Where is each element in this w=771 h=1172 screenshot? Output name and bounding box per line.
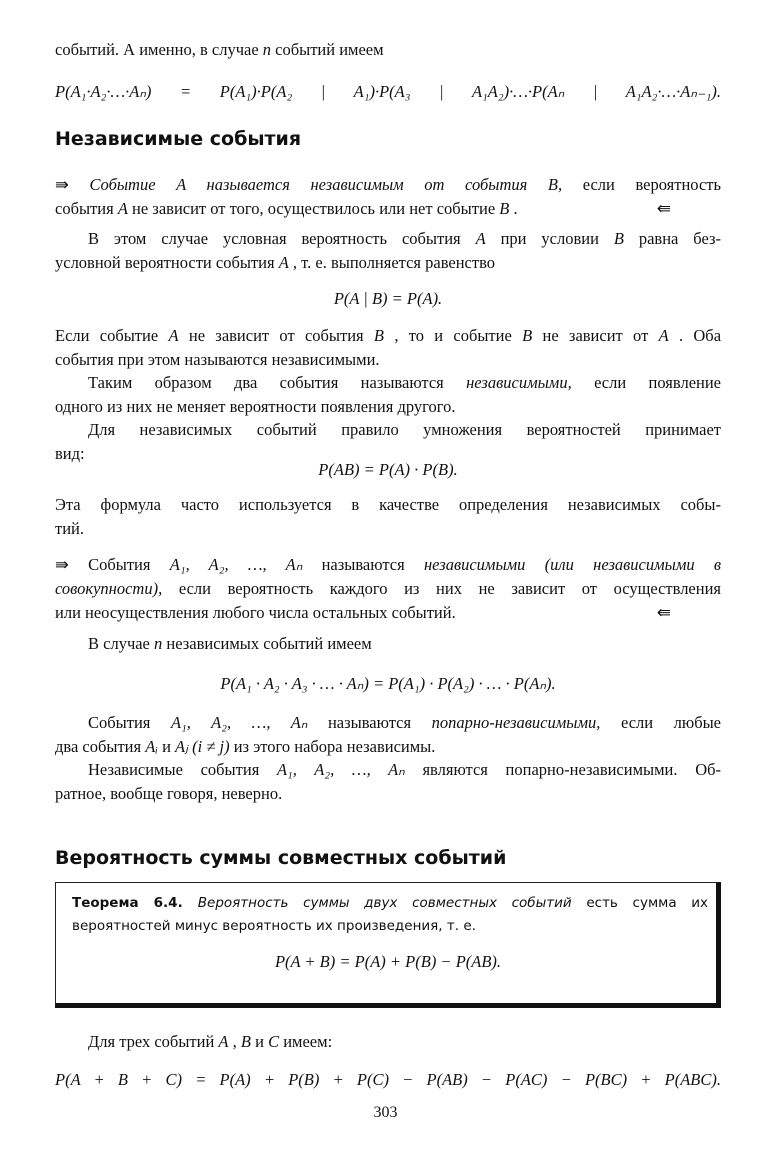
math-expression: A: [475, 229, 486, 248]
text-span: события при этом называются независимыми.: [55, 350, 380, 369]
math-expression: P(A + B + C) = P(A) + P(B) + P(C) − P(AB) − P(AC) − P(BC) + P(ABC).: [55, 1070, 721, 1089]
text-span: или неосуществления любого числа остальных событий.: [55, 603, 456, 622]
text-line: [55, 40, 721, 60]
text-span: Для независимых событий правило умножения вероятностей принимает: [88, 420, 721, 439]
theorem-label: Теорема 6.4.: [72, 895, 198, 911]
text-span: ,: [232, 1032, 241, 1051]
text-span: называются: [327, 713, 432, 732]
math-expression: B: [373, 326, 385, 345]
text-span: называются: [321, 555, 424, 574]
math-expression: Aᵢ: [145, 737, 158, 756]
text-line: [88, 229, 721, 249]
text-span: , т. е. выполняется равенство: [292, 253, 495, 272]
text-line: [72, 916, 708, 936]
italic-term: Вероятность суммы двух совместных событий: [197, 895, 572, 911]
text-line: [55, 175, 721, 195]
text-span: В этом случае условная вероятность события: [88, 229, 476, 248]
text-span: и: [162, 737, 176, 756]
math-expression: P(A₁ · A₂ · A₃ · … · Aₙ) = P(A₁) · P(A₂) · … · P(Aₙ).: [220, 674, 556, 693]
text-span: если вероятность: [582, 175, 722, 194]
text-span: условной вероятности события: [55, 253, 279, 272]
math-expression: A₁, A₂, …, Aₙ: [276, 760, 405, 779]
italic-term: независимыми,: [466, 373, 572, 392]
text-span: событий имеем: [275, 40, 384, 59]
text-line: [55, 674, 721, 694]
text-span: имеем:: [283, 1032, 333, 1051]
text-span: если появление: [594, 373, 722, 392]
text-span: Независимые события: [88, 760, 277, 779]
math-expression: n: [262, 40, 272, 59]
math-expression: A: [278, 253, 289, 272]
math-expression: B: [240, 1032, 251, 1051]
text-line: [72, 893, 708, 913]
page-number: 303: [373, 1104, 398, 1121]
end-definition-arrow-icon: ⇚: [656, 199, 671, 218]
text-span: событий. А именно, в случае: [55, 40, 263, 59]
text-span: не зависит от того, осуществилось или нет событие: [132, 199, 500, 218]
italic-term: попарно-независимыми,: [431, 713, 601, 732]
math-expression: P(A + B) = P(A) + P(B) − P(AB).: [274, 952, 502, 971]
text-line: [55, 199, 721, 219]
math-expression: A₁, A₂, …, Aₙ: [170, 713, 308, 732]
math-expression: A₁, A₂, …, Aₙ: [169, 555, 303, 574]
text-span: Таким образом два события называются: [88, 373, 467, 392]
text-span: независимых событий имеем: [166, 634, 372, 653]
text-line: [88, 634, 721, 654]
text-span: равна без-: [638, 229, 722, 248]
text-span: ⇛: [55, 175, 90, 194]
text-line: [55, 350, 721, 370]
text-span: ратное, вообще говоря, неверно.: [55, 784, 283, 803]
math-expression: P(A | B) = P(A).: [333, 289, 443, 308]
text-span: тий.: [55, 519, 84, 538]
text-line: [55, 519, 721, 539]
math-expression: C: [268, 1032, 280, 1051]
text-line: [55, 82, 721, 102]
text-span: два события: [55, 737, 146, 756]
text-line: [55, 952, 721, 972]
text-line: [55, 579, 721, 599]
text-span: Для трех событий: [88, 1032, 219, 1051]
italic-term: независимыми (или независимыми в: [423, 555, 722, 574]
text-line: [55, 495, 721, 515]
text-span: не зависит от события: [188, 326, 374, 345]
text-line: [55, 784, 721, 804]
text-span: Если событие: [55, 326, 169, 345]
text-span: События: [88, 713, 171, 732]
end-definition-arrow-icon: ⇚: [656, 603, 671, 622]
text-line: [55, 1070, 721, 1090]
math-expression: A: [117, 199, 128, 218]
text-span: В случае: [88, 634, 155, 653]
math-expression: A: [658, 326, 669, 345]
text-line: [55, 253, 721, 273]
text-line: [55, 460, 721, 480]
text-span: ⇛ События: [55, 555, 170, 574]
italic-term: совокупности),: [55, 579, 163, 598]
text-span: если любые: [620, 713, 722, 732]
section-heading: Вероятность суммы совместных событий: [55, 847, 507, 869]
text-span: при условии: [500, 229, 614, 248]
text-line: [55, 603, 721, 623]
text-line: [88, 1032, 721, 1052]
text-line: [88, 713, 721, 733]
section-heading: Независимые события: [55, 128, 302, 150]
text-span: . Оба: [678, 326, 722, 345]
math-expression: n: [154, 634, 163, 653]
text-line: [55, 326, 721, 346]
math-expression: B: [613, 229, 624, 248]
text-span: Эта формула часто используется в качестве определения независимых собы-: [55, 495, 721, 514]
math-expression: A: [168, 326, 179, 345]
text-line: [55, 737, 721, 757]
text-span: не зависит от: [542, 326, 659, 345]
text-span: и: [255, 1032, 269, 1051]
text-span: если вероятность каждого из них не зависит от осуществления: [178, 579, 722, 598]
text-line: [55, 397, 721, 417]
text-span: вид:: [55, 444, 85, 463]
text-span: есть сумма их: [586, 895, 708, 911]
text-line: [88, 760, 721, 780]
text-span: одного из них не меняет вероятности появления другого.: [55, 397, 456, 416]
text-span: события: [55, 199, 118, 218]
math-expression: P(AB) = P(A) · P(B).: [318, 460, 458, 479]
text-line: [88, 420, 721, 440]
math-expression: Aⱼ (i ≠ j): [175, 737, 230, 756]
italic-term: Событие A называется независимым от события B,: [89, 175, 563, 194]
text-line: [55, 289, 721, 309]
text-line: [55, 555, 721, 575]
math-expression: P(A₁·A₂·…·Aₙ) = P(A₁)·P(A₂ | A₁)·P(A₃ | A₁A₂)·…·P(Aₙ | A₁A₂·…·Aₙ₋₁).: [55, 82, 721, 101]
text-span: .: [513, 199, 518, 218]
text-span: из этого набора независимы.: [233, 737, 436, 756]
math-expression: A: [218, 1032, 229, 1051]
text-span: являются попарно-независимыми. Об-: [422, 760, 722, 779]
math-expression: B: [499, 199, 510, 218]
math-expression: B: [522, 326, 533, 345]
text-span: вероятностей минус вероятность их произведения, т. е.: [72, 918, 476, 934]
text-span: , то и событие: [394, 326, 523, 345]
text-line: [88, 373, 721, 393]
